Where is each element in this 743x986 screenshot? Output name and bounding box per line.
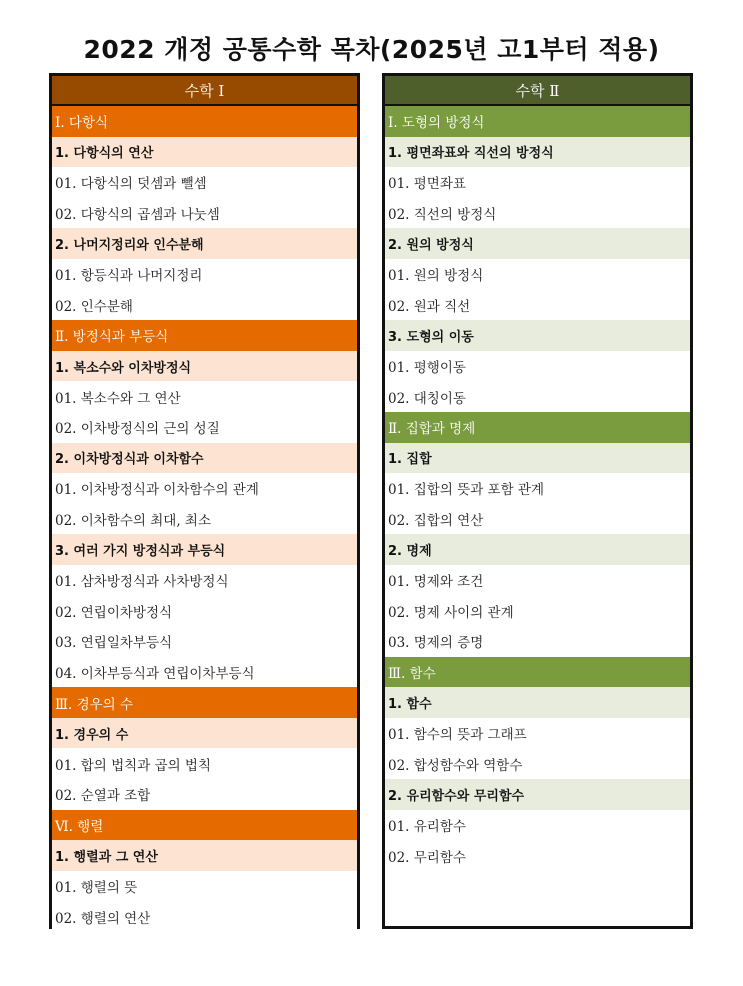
table-math-1 (49, 73, 360, 929)
part-heading: Ⅱ. 집합과 명제 (385, 412, 690, 443)
list-item: 04. 이차부등식과 연립이차부등식 (52, 657, 357, 688)
list-item: 02. 연립이차방정식 (52, 596, 357, 627)
chapter-heading: 2. 유리함수와 무리함수 (385, 779, 690, 810)
toc-list (52, 106, 357, 932)
list-item: 02. 이차방정식의 근의 성질 (52, 412, 357, 443)
list-item: 01. 평행이동 (385, 351, 690, 382)
list-item: 02. 원과 직선 (385, 290, 690, 321)
column-header: 수학 Ⅱ (385, 76, 690, 106)
list-item: 02. 집합의 연산 (385, 504, 690, 535)
chapter-heading: 1. 집합 (385, 443, 690, 474)
part-heading: Ⅰ. 도형의 방정식 (385, 106, 690, 137)
list-item: 01. 집합의 뜻과 포함 관계 (385, 473, 690, 504)
list-item: 01. 항등식과 나머지정리 (52, 259, 357, 290)
list-item: 01. 행렬의 뜻 (52, 871, 357, 902)
chapter-heading: 1. 함수 (385, 687, 690, 718)
list-item: 01. 이차방정식과 이차함수의 관계 (52, 473, 357, 504)
list-item: 01. 다항식의 덧셈과 뺄셈 (52, 167, 357, 198)
chapter-heading: 2. 이차방정식과 이차함수 (52, 443, 357, 474)
list-item: 02. 이차함수의 최대, 최소 (52, 504, 357, 535)
list-item: 01. 명제와 조건 (385, 565, 690, 596)
chapter-heading: 1. 경우의 수 (52, 718, 357, 749)
list-item: 02. 명제 사이의 관계 (385, 596, 690, 627)
chapter-heading: 3. 도형의 이동 (385, 320, 690, 351)
chapter-heading: 1. 평면좌표와 직선의 방정식 (385, 137, 690, 168)
list-item: 03. 명제의 증명 (385, 626, 690, 657)
chapter-heading: 1. 행렬과 그 연산 (52, 840, 357, 871)
part-heading: Ⅱ. 방정식과 부등식 (52, 320, 357, 351)
list-item: 02. 행렬의 연산 (52, 901, 357, 932)
list-item: 02. 순열과 조합 (52, 779, 357, 810)
list-item: 02. 다항식의 곱셈과 나눗셈 (52, 198, 357, 229)
part-heading: Ⅰ. 다항식 (52, 106, 357, 137)
column-header: 수학 I (52, 76, 357, 106)
list-item: 01. 합의 법칙과 곱의 법칙 (52, 748, 357, 779)
part-heading: Ⅵ. 행렬 (52, 810, 357, 841)
list-item: 02. 무리함수 (385, 840, 690, 871)
list-item: 02. 대칭이동 (385, 381, 690, 412)
chapter-heading: 1. 복소수와 이차방정식 (52, 351, 357, 382)
table-math-2 (382, 73, 693, 929)
page-title: 2022 개정 공통수학 목차(2025년 고1부터 적용) (83, 35, 660, 64)
chapter-heading: 1. 다항식의 연산 (52, 137, 357, 168)
list-item: 01. 평면좌표 (385, 167, 690, 198)
list-item: 01. 함수의 뜻과 그래프 (385, 718, 690, 749)
toc-list (385, 106, 690, 871)
chapter-heading: 2. 원의 방정식 (385, 228, 690, 259)
list-item: 01. 유리함수 (385, 810, 690, 841)
list-item: 01. 원의 방정식 (385, 259, 690, 290)
list-item: 03. 연립일차부등식 (52, 626, 357, 657)
part-heading: Ⅲ. 경우의 수 (52, 687, 357, 718)
list-item: 02. 인수분해 (52, 290, 357, 321)
list-item: 02. 직선의 방정식 (385, 198, 690, 229)
part-heading: Ⅲ. 함수 (385, 657, 690, 688)
list-item: 02. 합성함수와 역함수 (385, 748, 690, 779)
chapter-heading: 2. 나머지정리와 인수분해 (52, 228, 357, 259)
list-item: 01. 삼차방정식과 사차방정식 (52, 565, 357, 596)
chapter-heading: 3. 여러 가지 방정식과 부등식 (52, 534, 357, 565)
list-item: 01. 복소수와 그 연산 (52, 381, 357, 412)
chapter-heading: 2. 명제 (385, 534, 690, 565)
